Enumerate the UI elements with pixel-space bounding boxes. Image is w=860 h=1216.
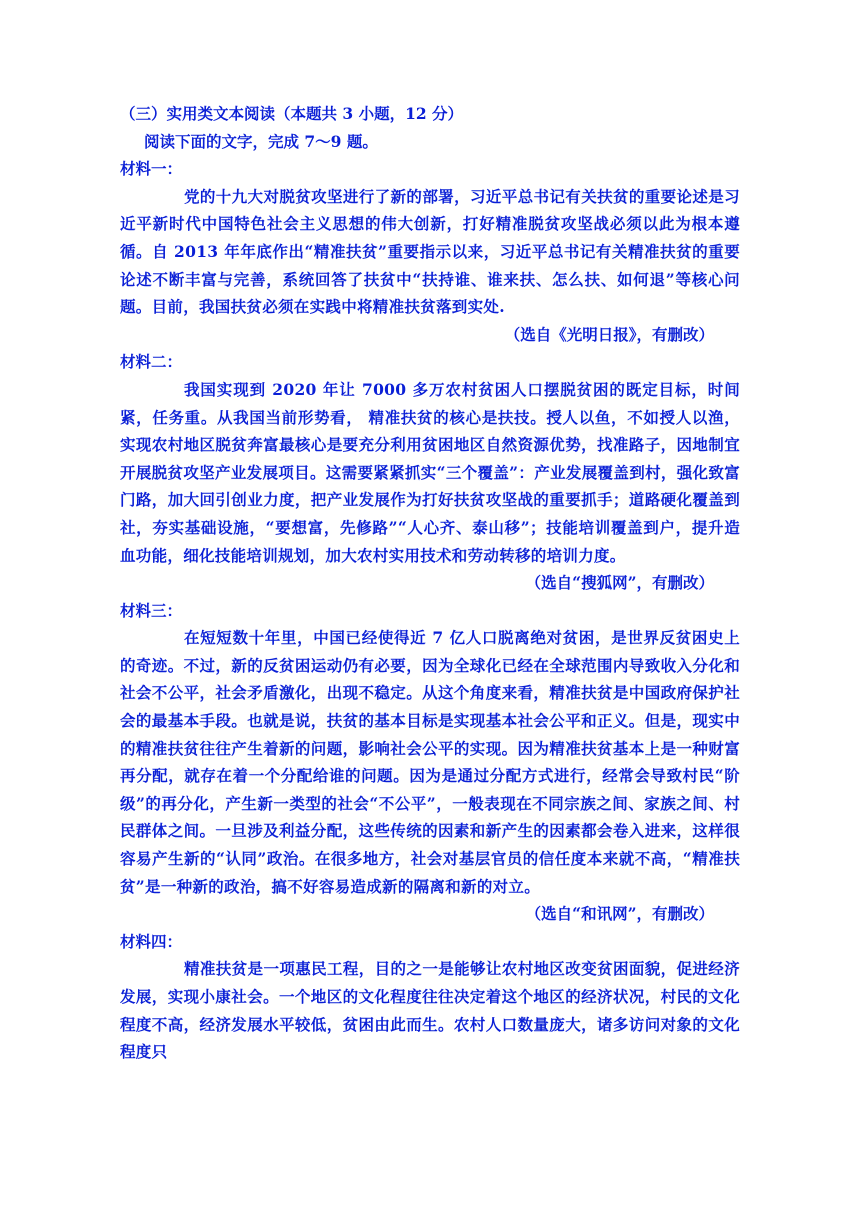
material-block	[120, 597, 740, 928]
reading-section	[120, 100, 740, 1066]
material-source: （选自“和讯网”，有删改）	[525, 904, 714, 924]
material-block	[120, 928, 740, 1066]
material-source: （选自《光明日报》，有删改）	[504, 324, 714, 344]
material-source: （选自“搜狐网”，有删改）	[525, 573, 714, 593]
material-block	[120, 155, 740, 348]
material-paragraph: 精准扶贫是一项惠民工程，目的之一是能够让农村地区改变贫困面貌，促进经济发展，实现小康社会。一个地区的文化程度往往决定着这个地区的经济状况，村民的文化程度不高，经济发展水平较低，贫困由此而生。农村人口数量庞大，诸多访问对象的文化程度只	[120, 959, 740, 1062]
material-label: 材料一：	[120, 159, 183, 179]
section-heading: （三）实用类文本阅读（本题共 3 小题，12 分）	[120, 104, 464, 123]
material-block	[120, 348, 740, 596]
material-label: 材料三：	[120, 600, 183, 620]
section-instruction: 阅读下面的文字，完成 7～9 题。	[144, 131, 378, 151]
material-paragraph: 我国实现到 2020 年让 7000 多万农村贫困人口摆脱贫困的既定目标，时间紧，任务重。从我国当前形势看， 精准扶贫的核心是扶技。授人以鱼，不如授人以渔，实现农村地区脱贫奔富最核心是要充分利用贫困地区自然资源优势，找准路子，因地制宜开展脱贫攻坚产业发展项目。这需要紧紧抓实“三个覆盖”：产业发展覆盖到村，强化致富门路，加大回引创业力度，把产业发展作为打好扶贫攻坚战的重要抓手；道路硬化覆盖到社，夯实基础设施，“要想富，先修路”“人心齐、泰山移”；技能培训覆盖到户，提升造血功能，细化技能培训规划，加大农村实用技术和劳动转移的培训力度。	[120, 379, 740, 565]
material-paragraph: 在短短数十年里，中国已经使得近 7 亿人口脱离绝对贫困，是世界反贫困史上的奇迹。不过，新的反贫困运动仍有必要，因为全球化已经在全球范围内导致收入分化和社会不公平，社会矛盾激化，出现不稳定。从这个角度来看，精准扶贫是中国政府保护社会的最基本手段。也就是说，扶贫的基本目标是实现基本社会公平和正义。但是，现实中的精准扶贫往往产生着新的问题，影响社会公平的实现。因为精准扶贫基本上是一种财富再分配，就存在着一个分配给谁的问题。因为是通过分配方式进行，经常会导致村民“阶级”的再分化，产生新一类型的社会“不公平”，一般表现在不同宗族之间、家族之间、村民群体之间。一旦涉及利益分配，这些传统的因素和新产生的因素都会卷入进来，这样很容易产生新的“认同”政治。在很多地方，社会对基层官员的信任度本来就不高，“精准扶贫”是一种新的政治，搞不好容易造成新的隔离和新的对立。	[120, 628, 740, 896]
material-label: 材料四：	[120, 931, 183, 951]
material-label: 材料二：	[120, 352, 183, 372]
material-paragraph: 党的十九大对脱贫攻坚进行了新的部署，习近平总书记有关扶贫的重要论述是习近平新时代中国特色社会主义思想的伟大创新，打好精准脱贫攻坚战必须以此为根本遵循。自 2013 年年底作出“精准扶贫”重要指示以来，习近平总书记有关精准扶贫的重要论述不断丰富与完善，系统回答了扶贫中“扶持谁、谁来扶、怎么扶、如何退”等核心问题。目前，我国扶贫必须在实践中将精准扶贫落到实处.	[120, 186, 740, 317]
